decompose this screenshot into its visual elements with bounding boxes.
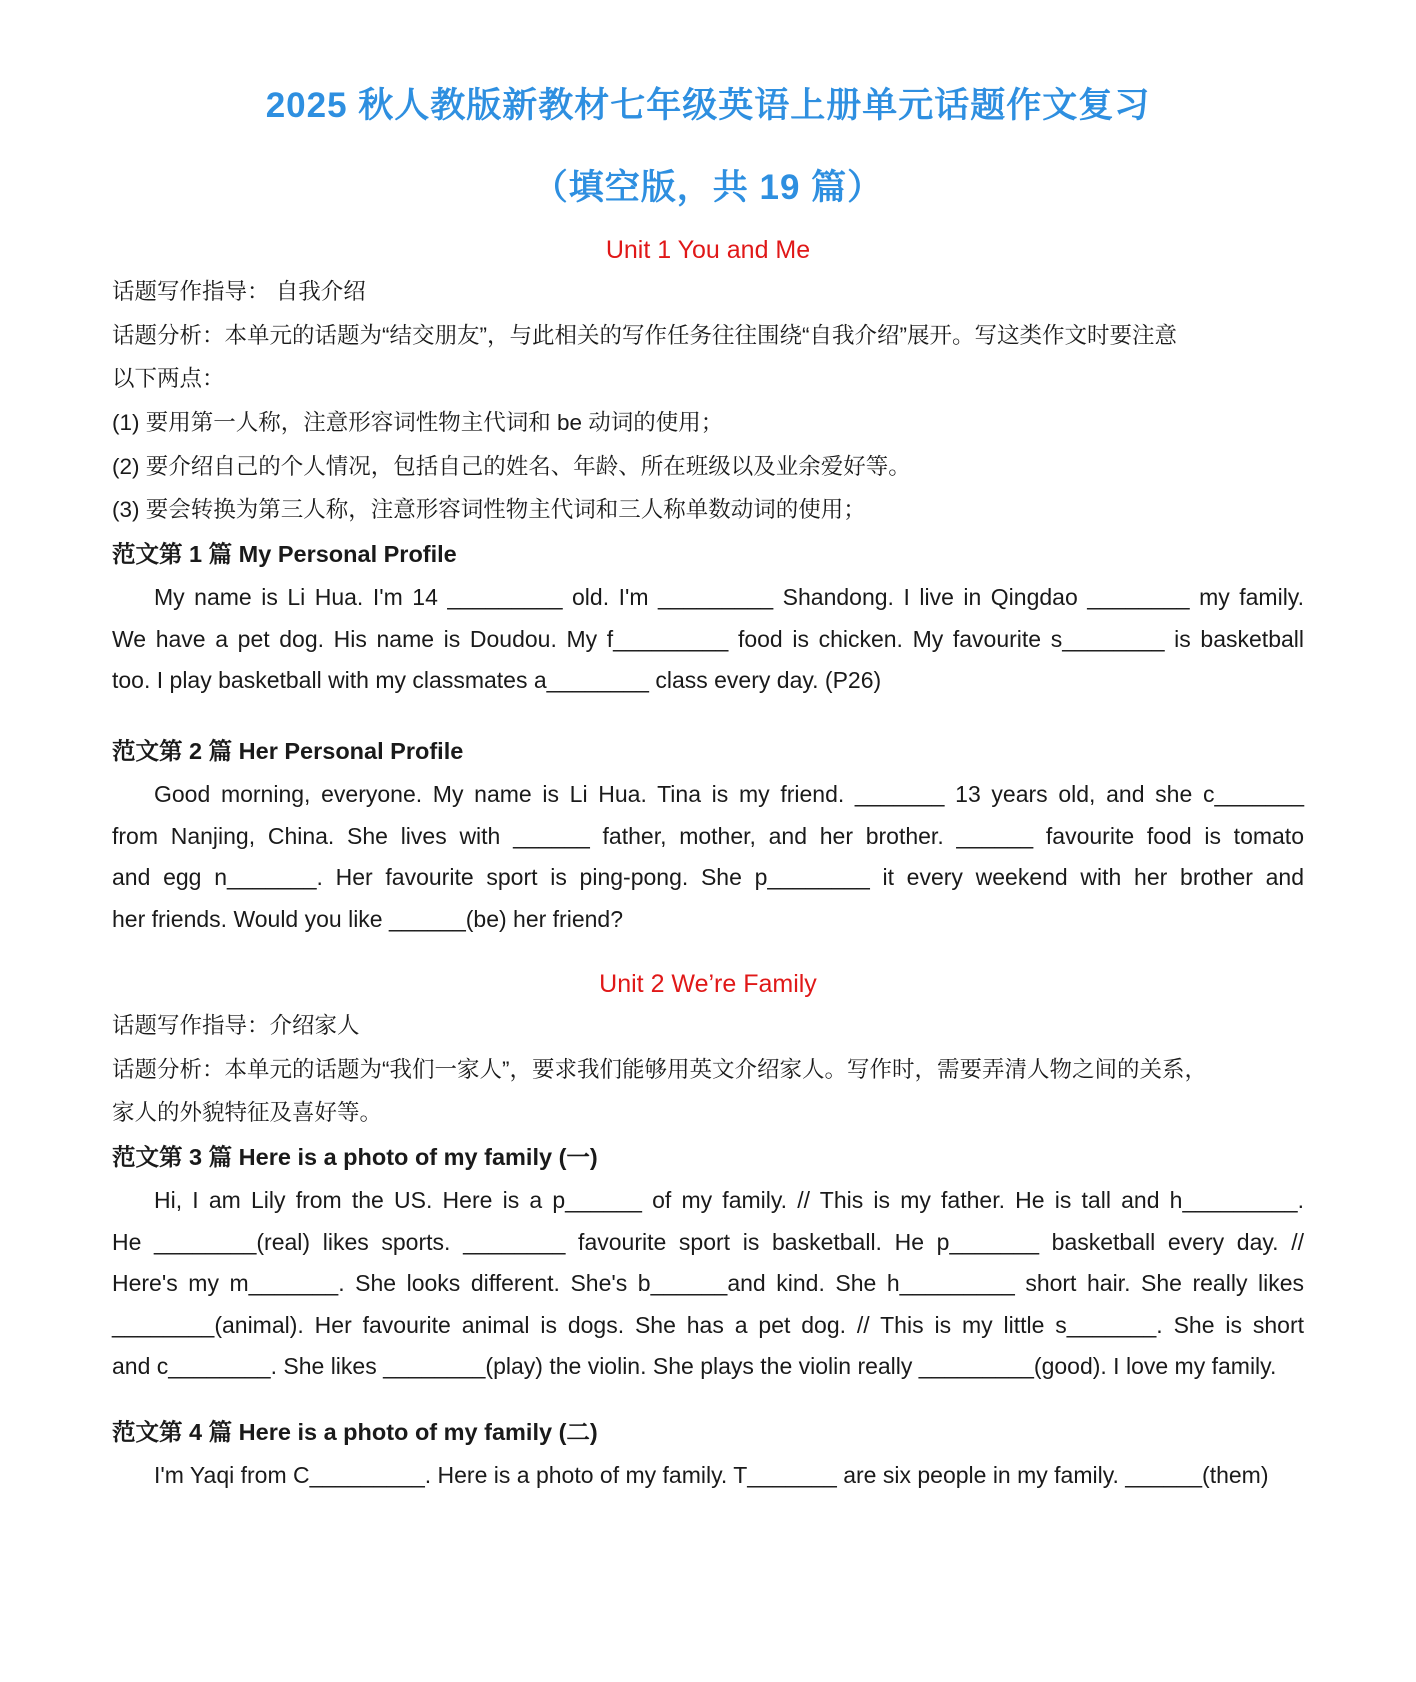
essay-line: My name is Li Hua. I'm 14 _________ old. I'm _________ Shandong. I live in Qingdao ________ my family. — [154, 584, 1304, 610]
doc-subtitle: （填空版，共 19 篇） — [532, 168, 884, 207]
doc-title: 2025 秋人教版新教材七年级英语上册单元话题作文复习 — [265, 86, 1151, 125]
topic-analysis-line: 家人的外貌特征及喜好等。 — [112, 1100, 383, 1125]
topic-analysis-line: 以下两点： — [112, 366, 225, 391]
unit-heading: Unit 2 We’re Family — [599, 970, 817, 998]
writing-guide: 话题写作指导： 自我介绍 — [112, 279, 366, 304]
topic-analysis-line: 话题分析：本单元的话题为“我们一家人”，要求我们能够用英文介绍家人。写作时，需要弄清人物之间的关系， — [112, 1057, 1207, 1082]
essay-line: and c________. She likes ________(play) the violin. She plays the violin really _________(good). I love my family. — [112, 1353, 1277, 1379]
essay-line: Good morning, everyone. My name is Li Hua. Tina is my friend. _______ 13 years old, and she c_______ — [154, 781, 1304, 807]
essay-line: He ________(real) likes sports. ________ favourite sport is basketball. He p_______ basketball every day. // — [112, 1228, 1304, 1255]
essay-paragraph — [112, 1455, 1304, 1497]
essay-heading: 范文第 4 篇 Here is a photo of my family (二) — [112, 1419, 598, 1445]
essay-line: and egg n_______. Her favourite sport is ping-pong. She p________ it every weekend with her brother and — [112, 864, 1304, 890]
topic-analysis-line: 话题分析：本单元的话题为“结交朋友”，与此相关的写作任务往往围绕“自我介绍”展开。写这类作文时要注意 — [112, 323, 1177, 348]
writing-point: (2) 要介绍自己的个人情况，包括自己的姓名、年龄、所在班级以及业余爱好等。 — [112, 454, 911, 479]
essay-line: ________(animal). Her favourite animal is dogs. She has a pet dog. // This is my little s_______. She is short — [112, 1311, 1304, 1338]
essay-line: too. I play basketball with my classmates a________ class every day. (P26) — [112, 667, 882, 693]
writing-point: (3) 要会转换为第三人称，注意形容词性物主代词和三人称单数动词的使用； — [112, 497, 866, 522]
essay-heading: 范文第 3 篇 Here is a photo of my family (一) — [112, 1144, 598, 1170]
essay-paragraph — [112, 774, 1304, 940]
essay-line: We have a pet dog. His name is Doudou. My f_________ food is chicken. My favourite s________ is basketball — [112, 625, 1304, 652]
unit-heading: Unit 1 You and Me — [605, 236, 811, 264]
essay-line: Hi, I am Lily from the US. Here is a p______ of my family. // This is my father. He is tall and h_________. — [154, 1187, 1304, 1213]
essay-line: her friends. Would you like ______(be) her friend? — [112, 905, 623, 932]
writing-point: (1) 要用第一人称，注意形容词性物主代词和 be 动词的使用； — [112, 410, 724, 435]
essay-line: Here's my m_______. She looks different. She's b______and kind. She h_________ short hair. She really likes — [112, 1270, 1304, 1296]
essay-line: I'm Yaqi from C_________. Here is a photo of my family. T_______ are six people in my family. ______(them) — [154, 1462, 1269, 1488]
essay-line: from Nanjing, China. She lives with ______ father, mother, and her brother. ______ favourite food is tomato — [112, 822, 1304, 849]
essay-paragraph — [112, 577, 1304, 702]
essay-paragraph — [112, 1180, 1304, 1388]
essay-heading: 范文第 2 篇 Her Personal Profile — [112, 738, 464, 764]
writing-guide: 话题写作指导：介绍家人 — [112, 1013, 360, 1038]
essay-heading: 范文第 1 篇 My Personal Profile — [112, 541, 457, 567]
